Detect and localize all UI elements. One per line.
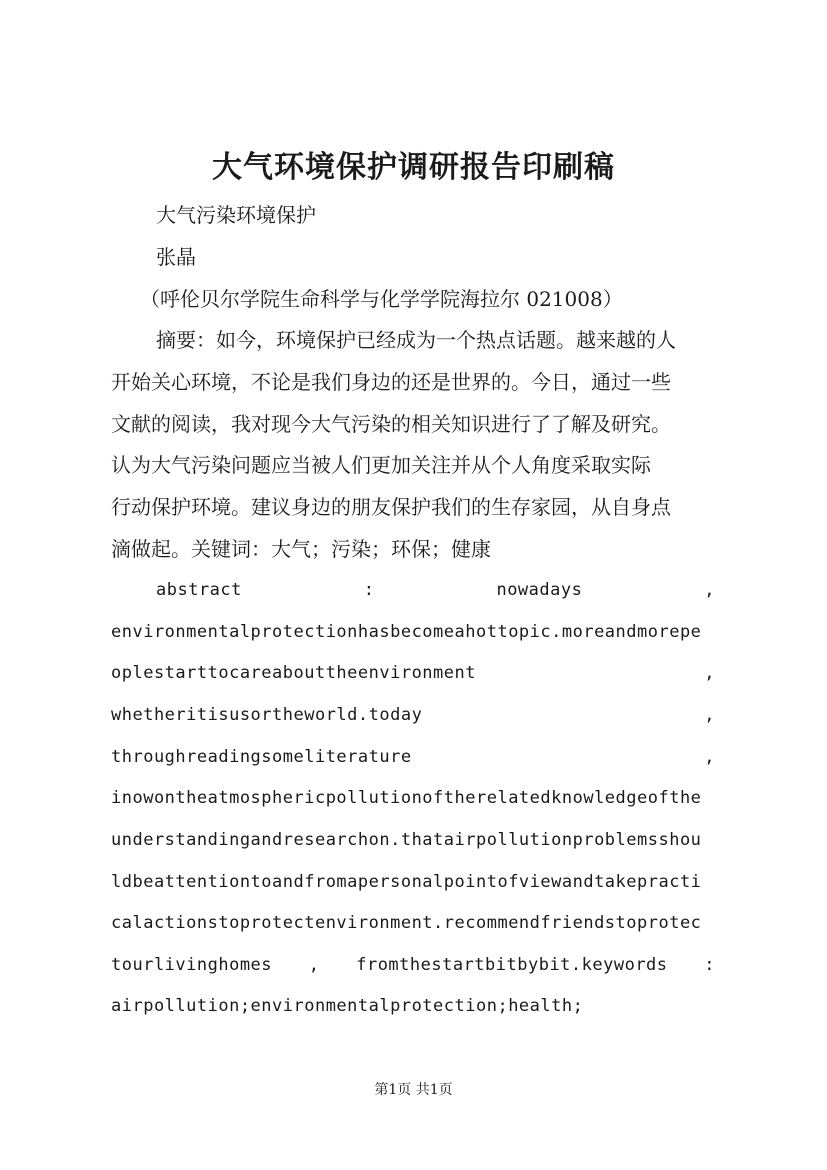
abstract-en-line: calactionstoprotectenvironment.recommendfriendstoprotec <box>111 913 702 933</box>
document-subtitle: 大气污染环境保护 <box>156 203 316 227</box>
abstract-en-line: ldbeattentiontoandfromapersonalpointofviewandtakepracti <box>111 872 702 892</box>
author-affiliation: （呼伦贝尔学院生命科学与化学学院海拉尔 021008） <box>140 287 623 311</box>
abstract-en-word: nowadays <box>496 580 583 600</box>
abstract-en-line: understandingandresearchon.thatairpollutionproblemsshou <box>111 830 702 850</box>
abstract-en-word: abstract <box>156 580 242 600</box>
abstract-en-line <box>156 576 715 604</box>
abstract-en-line: airpollution;environmentalprotection;health; <box>111 996 584 1016</box>
abstract-en-line <box>111 951 715 979</box>
author-name: 张晶 <box>156 245 196 269</box>
abstract-en-word: , <box>308 955 320 975</box>
abstract-en-word: , <box>704 705 715 725</box>
abstract-en-word: tourlivinghomes <box>111 955 273 975</box>
abstract-cn-line: 行动保护环境。建议身边的朋友保护我们的生存家园，从自身点 <box>111 495 671 519</box>
abstract-cn-line: 滴做起。关键词：大气；污染；环保；健康 <box>111 537 491 561</box>
abstract-en-word: : <box>363 580 375 600</box>
abstract-en-word: , <box>704 663 715 683</box>
abstract-en-line: environmentalprotectionhasbecomeahottopic.moreandmorepe <box>111 622 702 642</box>
page-footer: 第1页 共1页 <box>374 1082 453 1098</box>
abstract-en-word: throughreadingsomeliterature <box>111 747 412 767</box>
abstract-en-word: , <box>704 747 715 767</box>
abstract-en-word: whetheritisusortheworld.today <box>111 705 423 725</box>
abstract-en-word: oplestarttocareabouttheenvironment <box>111 663 476 683</box>
abstract-en-line <box>111 743 715 771</box>
abstract-cn-line: 开始关心环境，不论是我们身边的还是世界的。今日，通过一些 <box>111 370 671 394</box>
abstract-en-word: fromthestartbitbybit.keywords <box>356 955 668 975</box>
document-title: 大气环境保护调研报告印刷稿 <box>212 150 615 185</box>
abstract-cn-line: 摘要：如今，环境保护已经成为一个热点话题。越来越的人 <box>156 328 676 352</box>
abstract-en-line <box>111 659 715 687</box>
abstract-cn-line: 认为大气污染问题应当被人们更加关注并从个人角度采取实际 <box>111 453 651 477</box>
abstract-en-word: : <box>704 955 715 975</box>
abstract-en-line: inowontheatmosphericpollutionoftherelatedknowledgeofthe <box>111 788 702 808</box>
abstract-en-word: , <box>704 580 715 600</box>
abstract-en-line <box>111 701 715 729</box>
abstract-cn-line: 文献的阅读，我对现今大气污染的相关知识进行了了解及研究。 <box>111 412 671 436</box>
